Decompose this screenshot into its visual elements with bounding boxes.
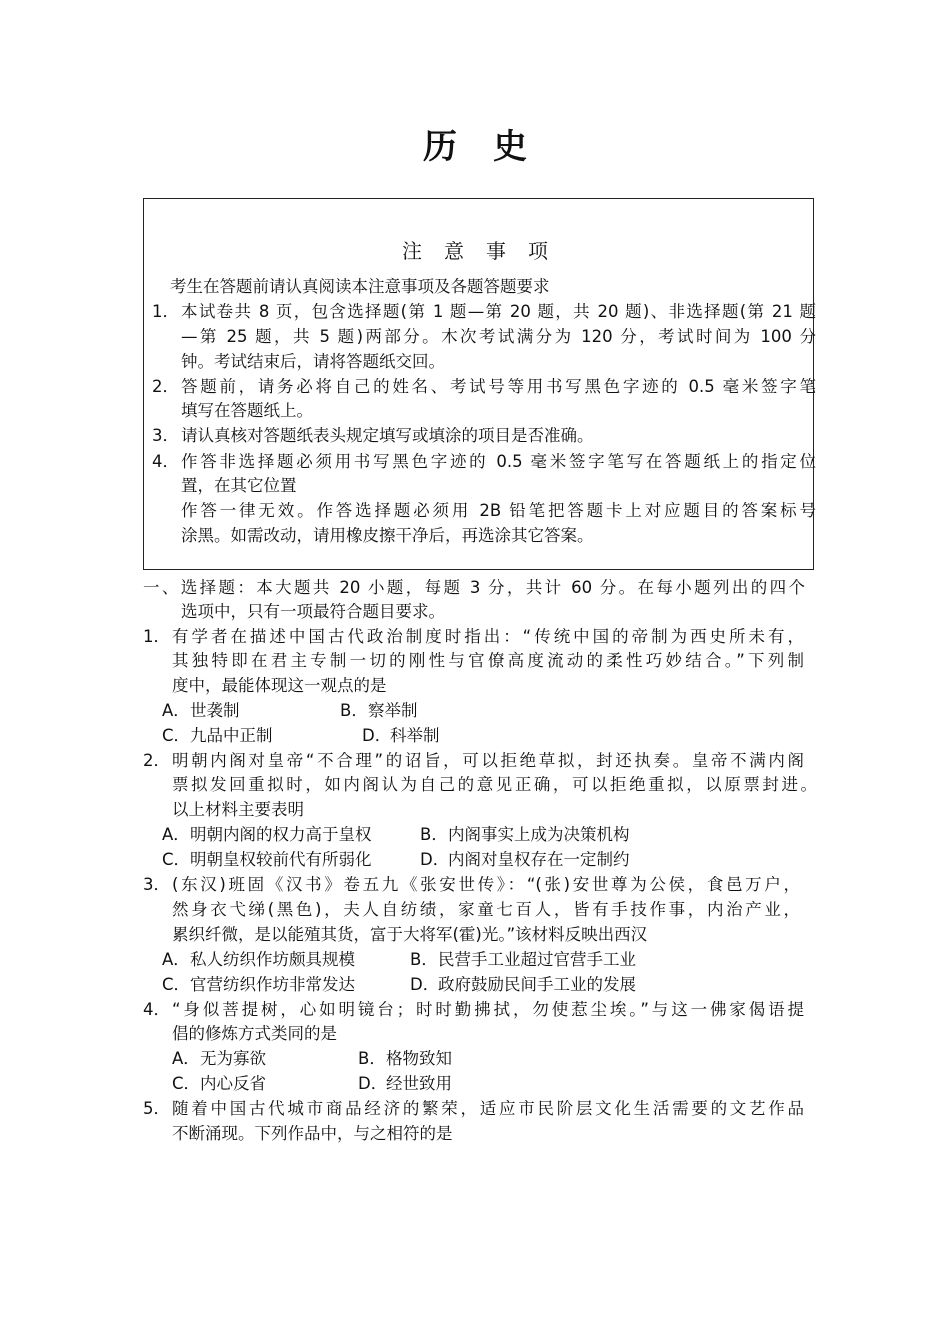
notice-item-line: 请认真核对答题纸表头规定填写或填涂的项目是否准确。 <box>181 426 594 445</box>
option-text: 明朝皇权较前代有所弱化 <box>190 850 372 869</box>
option-text: 世袭制 <box>190 701 240 720</box>
question-line: 有学者在描述中国古代政治制度时指出：“传统中国的帝制为西史所未有， <box>172 627 804 646</box>
option-text: 官营纺织作坊非常发达 <box>190 975 355 994</box>
notice-item-line: 涂黑。如需改动，请用橡皮擦干净后，再选涂其它答案。 <box>181 526 594 545</box>
section-heading: 一、选择题：本大题共 20 小题，每题 3 分，共计 60 分。在每小题列出的四个 <box>143 578 805 597</box>
option-text: 明朝内阁的权力高于皇权 <box>190 825 372 844</box>
question-number: 3． <box>143 875 170 894</box>
notice-item-line: 答题前，请务必将自己的姓名、考试号等用书写黑色字迹的 0.5 毫米签字笔 <box>181 377 816 396</box>
option-label: A． <box>162 950 190 969</box>
option-text: 民营手工业超过官营手工业 <box>438 950 636 969</box>
option-text: 经世致用 <box>386 1074 452 1093</box>
question-line: 不断涌现。下列作品中，与之相符的是 <box>172 1124 453 1143</box>
option-label: B． <box>340 701 368 720</box>
section-heading-cont: 选项中，只有一项最符合题目要求。 <box>181 602 445 621</box>
question-line: 以上材料主要表明 <box>172 800 304 819</box>
notice-item-line: 本试卷共 8 页，包含选择题(第 1 题—第 20 题，共 20 题)、非选择题(第 21 题 <box>181 302 816 321</box>
option-text: 内阁事实上成为决策机构 <box>448 825 630 844</box>
question-line: 随着中国古代城市商品经济的繁荣，适应市民阶层文化生活需要的文艺作品 <box>172 1099 804 1118</box>
question-line: 然身衣弋绨(黑色)，夫人自纺绩，家童七百人，皆有手技作事，内治产业， <box>172 900 800 919</box>
option-label: C． <box>162 850 191 869</box>
option-label: C． <box>162 726 191 745</box>
option-label: D． <box>358 1074 388 1093</box>
option-text: 科举制 <box>390 726 440 745</box>
question-line: 明朝内阁对皇帝“不合理”的诏旨，可以拒绝草拟，封还执奏。皇帝不满内阁 <box>172 751 804 770</box>
option-text: 九品中正制 <box>190 726 273 745</box>
option-label: B． <box>420 825 448 844</box>
option-label: D． <box>410 975 440 994</box>
option-text: 内心反省 <box>200 1074 266 1093</box>
question-number: 4． <box>143 1000 170 1019</box>
question-line: 票拟发回重拟时，如内阁认为自己的意见正确，可以拒绝重拟，以原票封进。 <box>172 775 817 794</box>
option-label: A． <box>162 701 190 720</box>
option-label: C． <box>162 975 191 994</box>
question-number: 5． <box>143 1099 170 1118</box>
page-title: 历史 <box>423 127 563 167</box>
notice-item-line: 作答一律无效。作答选择题必须用 2B 铅笔把答题卡上对应题目的答案标号 <box>181 501 816 520</box>
notice-item-number: 1． <box>152 302 179 321</box>
notice-item-number: 2． <box>152 377 179 396</box>
option-label: D． <box>420 850 450 869</box>
question-line: 其独特即在君主专制一切的刚性与官僚高度流动的柔性巧妙结合。”下列制 <box>172 651 804 670</box>
notice-item-line: 置，在其它位置 <box>181 476 297 495</box>
option-label: A． <box>162 825 190 844</box>
option-text: 政府鼓励民间手工业的发展 <box>438 975 636 994</box>
notice-intro: 考生在答题前请认真阅读本注意事项及各题答题要求 <box>170 277 550 296</box>
option-label: A． <box>172 1049 200 1068</box>
notice-item-number: 3． <box>152 426 179 445</box>
question-line: 倡的修炼方式类同的是 <box>172 1024 337 1043</box>
question-line: 度中，最能体现这一观点的是 <box>172 676 387 695</box>
notice-title: 注意事项 <box>402 239 570 263</box>
notice-item-number: 4． <box>152 452 179 471</box>
question-line: 累织纤微，是以能殖其货，富于大将军(霍)光。”该材料反映出西汉 <box>172 925 648 944</box>
option-label: B． <box>358 1049 386 1068</box>
option-label: C． <box>172 1074 201 1093</box>
option-text: 格物致知 <box>386 1049 452 1068</box>
question-line: (东汉)班固《汉书》卷五九《张安世传》：“(张)安世尊为公侯，食邑万户， <box>172 875 800 894</box>
option-text: 无为寡欲 <box>200 1049 266 1068</box>
question-number: 2． <box>143 751 170 770</box>
option-text: 私人纺织作坊颇具规模 <box>190 950 355 969</box>
option-text: 察举制 <box>368 701 418 720</box>
question-number: 1． <box>143 627 170 646</box>
notice-item-line: —第 25 题，共 5 题)两部分。木次考试满分为 120 分，考试时间为 100 分 <box>181 327 816 346</box>
notice-item-line: 钟。考试结束后，请将答题纸交回。 <box>181 352 445 371</box>
notice-item-line: 作答非选择题必须用书写黑色字迹的 0.5 毫米签字笔写在答题纸上的指定位 <box>181 452 816 471</box>
option-label: D． <box>362 726 392 745</box>
question-line: “身似菩提树，心如明镜台；时时勤拂拭，勿使惹尘埃。”与这一佛家偈语提 <box>172 1000 804 1019</box>
notice-item-line: 填写在答题纸上。 <box>181 401 313 420</box>
option-text: 内阁对皇权存在一定制约 <box>448 850 630 869</box>
option-label: B． <box>410 950 438 969</box>
